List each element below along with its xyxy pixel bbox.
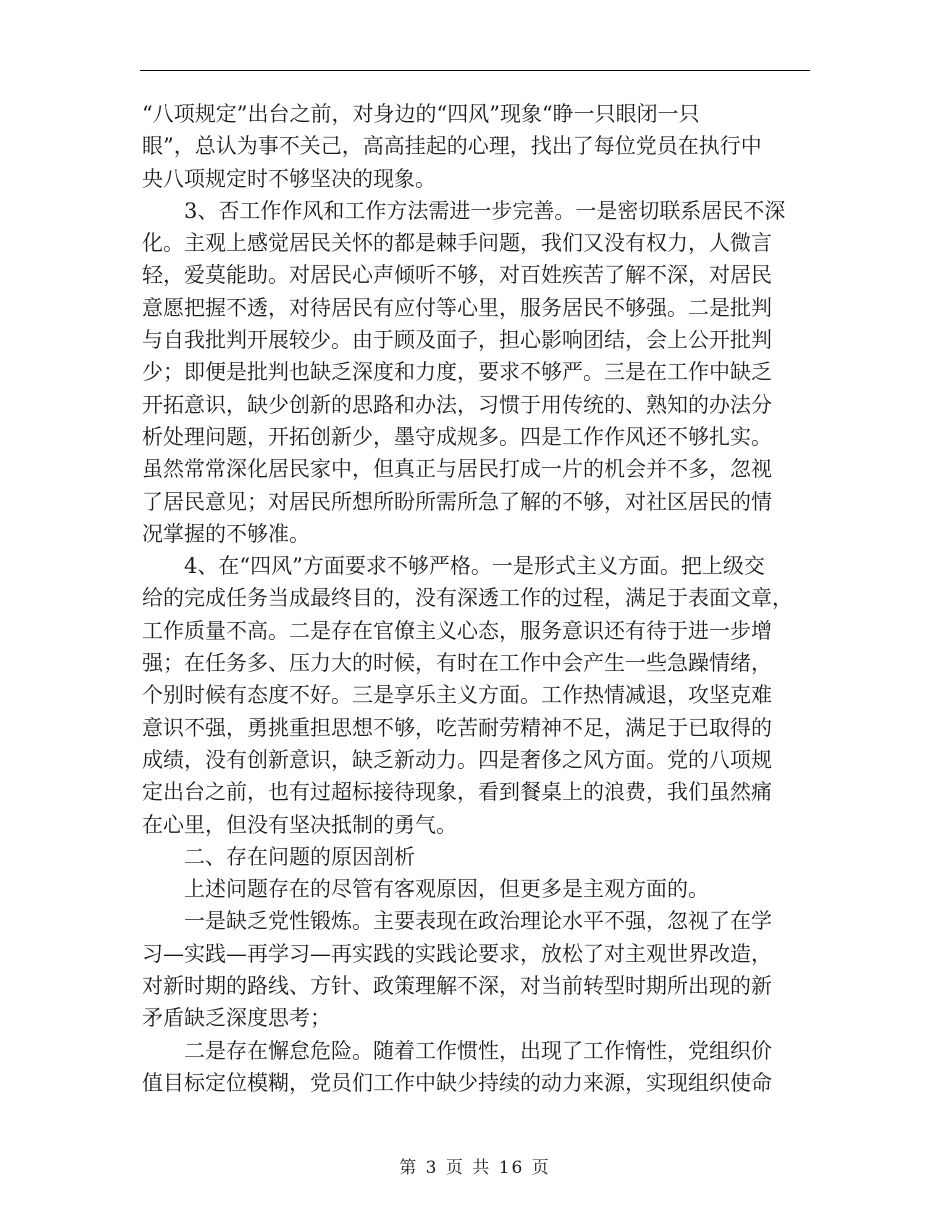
body-line: 成绩，没有创新意识，缺乏新动力。四是奢侈之风方面。党的八项规: [142, 747, 772, 772]
body-line: 了居民意见；对居民所想所盼所需所急了解的不够，对社区居民的情: [142, 489, 772, 514]
body-line: 值目标定位模糊，党员们工作中缺少持续的动力来源，实现组织使命: [142, 1070, 772, 1095]
body-line: 化。主观上感觉居民关怀的都是棘手问题，我们又没有权力，人微言: [142, 231, 772, 256]
body-line: 轻，爱莫能助。对居民心声倾听不够，对百姓疾苦了解不深，对居民: [142, 263, 772, 288]
body-line: 对新时期的路线、方针、政策理解不深，对当前转型时期所出现的新: [142, 974, 772, 999]
body-line: 矛盾缺乏深度思考；: [142, 1006, 331, 1031]
header-rule: [140, 70, 810, 71]
body-line: 与自我批判开展较少。由于顾及面子，担心影响团结，会上公开批判: [142, 328, 772, 353]
body-line: 习—实践—再学习—再实践的实践论要求，放松了对主观世界改造，: [142, 941, 772, 966]
body-line: 一是缺乏党性锻炼。主要表现在政治理论水平不强，忽视了在学: [184, 909, 772, 934]
body-line: 在心里，但没有坚决抵制的勇气。: [142, 812, 457, 837]
body-line: 虽然常常深化居民家中，但真正与居民打成一片的机会并不多，忽视: [142, 457, 772, 482]
body-line: 强；在任务多、压力大的时候，有时在工作中会产生一些急躁情绪，: [142, 651, 772, 676]
body-line: “八项规定”出台之前，对身边的“四风”现象“睁一只眼闭一只: [142, 102, 700, 126]
body-line: 定出台之前，也有过超标接待现象，看到餐桌上的浪费，我们虽然痛: [142, 780, 772, 805]
body-line: 3、否工作作风和工作方法需进一步完善。一是密切联系居民不深: [184, 198, 786, 223]
body-line: 意愿把握不透，对待居民有应付等心里，服务居民不够强。二是批判: [142, 295, 772, 320]
body-line: 况掌握的不够准。: [142, 521, 310, 546]
body-line: 开拓意识，缺少创新的思路和办法，习惯于用传统的、熟知的办法分: [142, 392, 772, 417]
body-line: 析处理问题，开拓创新少，墨守成规多。四是工作作风还不够扎实。: [142, 424, 772, 449]
body-line: 上述问题存在的尽管有客观原因，但更多是主观方面的。: [184, 877, 709, 902]
body-line: 给的完成任务当成最终目的，没有深透工作的过程，满足于表面文章，: [142, 586, 793, 611]
body-line: 工作质量不高。二是存在官僚主义心态，服务意识还有待于进一步增: [142, 618, 772, 643]
body-line: 4、在“四风”方面要求不够严格。一是形式主义方面。把上级交: [184, 554, 765, 579]
page-number-footer: 第 3 页 共 16 页: [399, 1158, 551, 1178]
body-line: 少；即便是批判也缺乏深度和力度，要求不够严。三是在工作中缺乏: [142, 360, 772, 385]
body-line: 意识不强，勇挑重担思想不够，吃苦耐劳精神不足，满足于已取得的: [142, 715, 772, 740]
body-line: 二、存在问题的原因剖析: [184, 844, 415, 869]
body-line: 央八项规定时不够坚决的现象。: [142, 166, 436, 191]
body-line: 眼”，总认为事不关己，高高挂起的心理，找出了每位党员在执行中: [142, 134, 762, 159]
body-line: 二是存在懈怠危险。随着工作惯性，出现了工作惰性，党组织价: [184, 1038, 772, 1063]
body-line: 个别时候有态度不好。三是享乐主义方面。工作热情减退，攻坚克难: [142, 683, 772, 708]
document-body: [142, 98, 810, 1099]
